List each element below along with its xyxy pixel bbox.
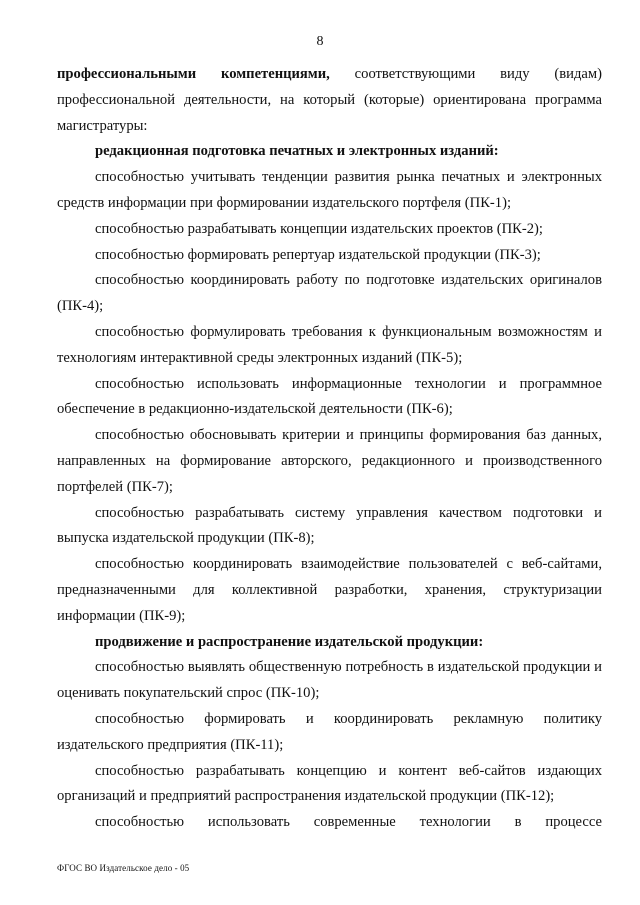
competency-item: способностью обосновывать критерии и принципы формирования баз данных, направленных на формирование авторского, редакционного и производственного портфелей (ПК-7);	[57, 427, 602, 495]
page-footer: ФГОС ВО Издательское дело - 05	[57, 863, 190, 873]
competency-item: способностью учитывать тенденции развития рынка печатных и электронных средств информации при формировании издательского портфеля (ПК-1);	[57, 169, 602, 211]
competency-item: способностью координировать взаимодействие пользователей с веб-сайтами, предназначенными для коллективной разработки, хранения, структуризации информации (ПК-9);	[57, 556, 602, 624]
competency-item: способностью формировать и координировать рекламную политику издательского предприятия (ПК-11);	[57, 710, 602, 753]
competency-item: способностью формировать репертуар издательской продукции (ПК-3);	[95, 246, 541, 263]
section-heading-editorial: редакционная подготовка печатных и электронных изданий:	[95, 143, 499, 160]
competency-item: способностью использовать информационные технологии и программное обеспечение в редакционно-издательской деятельности (ПК-6);	[57, 375, 602, 418]
competency-item: способностью координировать работу по подготовке издательских оригиналов (ПК-4);	[57, 272, 602, 315]
page-body	[57, 62, 602, 836]
competency-item: способностью разрабатывать концепции издательских проектов (ПК-2);	[95, 220, 543, 237]
competency-item: способностью разрабатывать концепцию и контент веб-сайтов издающих организаций и предприятий распространения издательской продукции (ПК-12);	[57, 762, 602, 805]
intro-text: соответствующими виду (видам) профессиональной деятельности, на который (которые) ориентирована программа магистратуры:	[57, 66, 602, 134]
page-number: 8	[316, 34, 324, 49]
competency-item: способностью выявлять общественную потребность в издательской продукции и оценивать покупательский спрос (ПК-10);	[57, 659, 602, 702]
competency-item: способностью использовать современные технологии в процессе	[95, 814, 602, 831]
intro-bold-term: профессиональными компетенциями,	[57, 66, 330, 82]
section-heading-distribution: продвижение и распространение издательской продукции:	[95, 633, 484, 650]
intro-paragraph	[57, 62, 602, 139]
competency-item: способностью формулировать требования к функциональным возможностям и технологиям интерактивной среды электронных изданий (ПК-5);	[57, 323, 602, 366]
competency-item: способностью разрабатывать систему управления качеством подготовки и выпуска издательской продукции (ПК-8);	[57, 504, 602, 547]
